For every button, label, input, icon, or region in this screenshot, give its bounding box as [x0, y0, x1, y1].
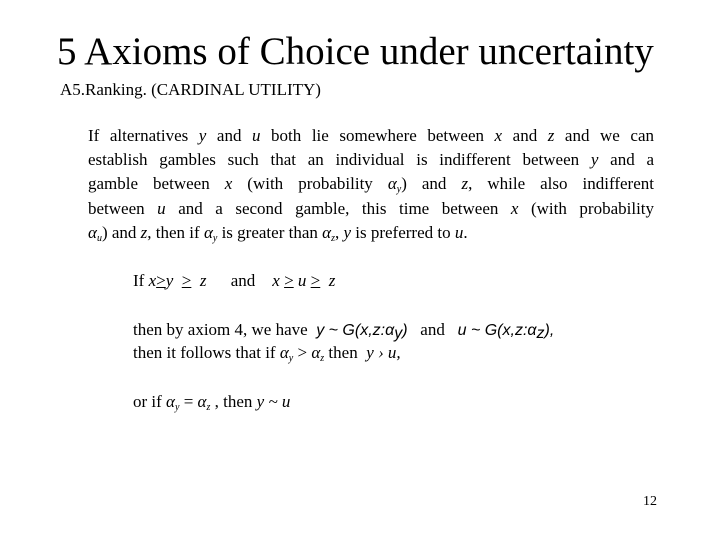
- axiom-heading: [60, 79, 321, 101]
- paragraph-line-2: establish gambles such that an individual is indifferent between y and a: [88, 150, 654, 170]
- page-number: 12: [643, 494, 657, 509]
- axiom-label: A5.Ranking.: [60, 80, 147, 99]
- axiom4-line: then by axiom 4, we have y ~ $G(x,z:\alpha_y)$ and u ~ $G(x,z:\alpha_z)$,: [133, 320, 555, 342]
- ordering-line: If x>y > z and x > u > z: [133, 271, 336, 290]
- paragraph-line-4: between u and a second gamble, this time between x (with probability: [88, 198, 655, 218]
- slide-title: 5 Axioms of Choice under uncertainty: [57, 30, 654, 73]
- paragraph-line-3: gamble between x (with probability $\alpha_y$) and z, while also indifferent: [88, 174, 654, 196]
- axiom-note: (CARDINAL UTILITY): [151, 80, 321, 99]
- paragraph-line-1: If alternatives y and u both lie somewhere between x and z and we can: [88, 126, 654, 145]
- axiom-paragraph: [88, 124, 654, 245]
- conclusion-line: then it follows that if $\alpha_y > \alpha_z$ then y › u,: [133, 343, 401, 364]
- equality-line: or if $\alpha_y = \alpha_z$ , then y ~ u: [133, 392, 291, 413]
- paragraph-line-5: $\alpha_u$) and z, then if $\alpha_y$ is greater than $\alpha_z$, y is preferred to u.: [88, 222, 468, 244]
